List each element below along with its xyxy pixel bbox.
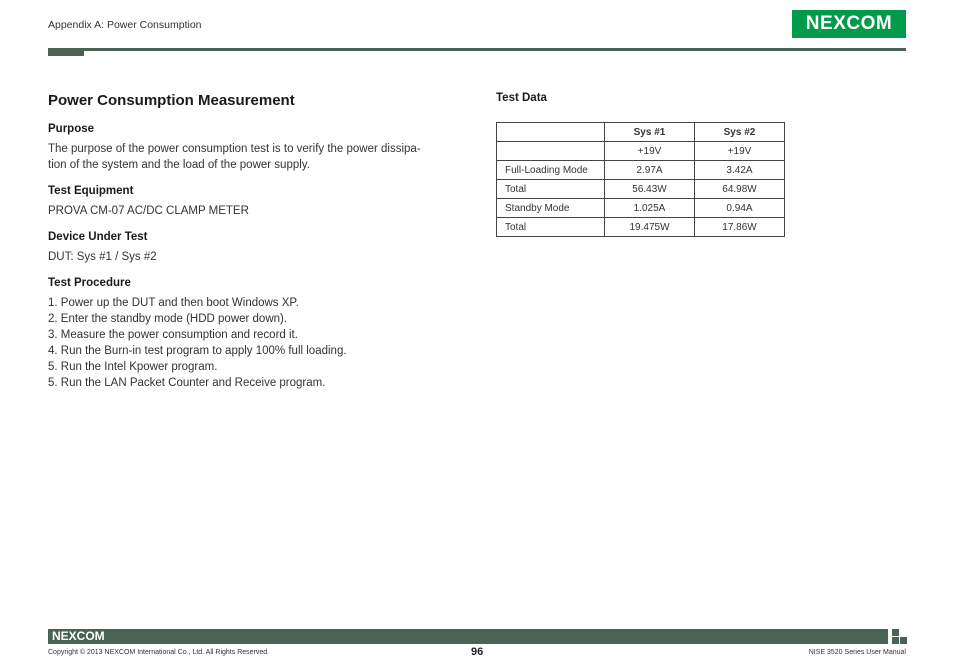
table-header-cell: Sys #1 bbox=[605, 123, 695, 142]
purpose-line-1: The purpose of the power consumption test is to verify the power dissipa- bbox=[48, 143, 421, 155]
list-item: 3. Measure the power consumption and record it. bbox=[48, 329, 298, 341]
table-row bbox=[497, 142, 785, 161]
table-cell: 56.43W bbox=[605, 180, 695, 199]
table-cell: Total bbox=[497, 180, 605, 199]
table-row bbox=[497, 161, 785, 180]
dut-heading: Device Under Test bbox=[48, 231, 148, 243]
table-cell: 19.475W bbox=[605, 218, 695, 237]
footer-squares-icon bbox=[892, 629, 908, 645]
table-cell: 2.97A bbox=[605, 161, 695, 180]
table-header-cell bbox=[497, 123, 605, 142]
table-row bbox=[497, 218, 785, 237]
page-title: Power Consumption Measurement bbox=[48, 92, 295, 109]
content-left bbox=[48, 92, 458, 391]
table-row bbox=[497, 199, 785, 218]
page-number: 96 bbox=[471, 646, 484, 658]
equipment-heading: Test Equipment bbox=[48, 185, 134, 197]
copyright: Copyright © 2013 NEXCOM International Co., Ltd. All Rights Reserved. bbox=[48, 649, 270, 656]
table-header-cell: Sys #2 bbox=[695, 123, 785, 142]
content-right bbox=[496, 92, 786, 237]
footer-logo: NEXCOM bbox=[52, 629, 105, 643]
footer-bar bbox=[48, 629, 888, 644]
purpose-heading: Purpose bbox=[48, 123, 95, 135]
table-row bbox=[497, 180, 785, 199]
test-data-heading: Test Data bbox=[496, 92, 547, 104]
list-item: 2. Enter the standby mode (HDD power down). bbox=[48, 313, 288, 325]
list-item: 5. Run the LAN Packet Counter and Receive program. bbox=[48, 377, 326, 389]
table-cell: +19V bbox=[605, 142, 695, 161]
list-item: 4. Run the Burn-in test program to apply 100% full loading. bbox=[48, 345, 347, 357]
header-tab bbox=[48, 48, 84, 56]
header-rule bbox=[48, 48, 906, 51]
table-cell bbox=[497, 142, 605, 161]
table-cell: Full-Loading Mode bbox=[497, 161, 605, 180]
nexcom-logo: NEXCOM bbox=[792, 10, 906, 38]
dut-text: DUT: Sys #1 / Sys #2 bbox=[48, 251, 157, 263]
table-cell: 1.025A bbox=[605, 199, 695, 218]
purpose-line-2: tion of the system and the load of the power supply. bbox=[48, 159, 310, 171]
table-header-row bbox=[497, 123, 785, 142]
header-title: Appendix A: Power Consumption bbox=[48, 19, 202, 31]
purpose-text bbox=[48, 141, 458, 173]
list-item: 1. Power up the DUT and then boot Windows XP. bbox=[48, 297, 299, 309]
table-cell: 0.94A bbox=[695, 199, 785, 218]
list-item: 5. Run the Intel Kpower program. bbox=[48, 361, 218, 373]
table-cell: Standby Mode bbox=[497, 199, 605, 218]
table-cell: 17.86W bbox=[695, 218, 785, 237]
manual-title: NISE 3520 Series User Manual bbox=[808, 649, 906, 656]
test-data-table bbox=[496, 122, 785, 237]
table-cell: Total bbox=[497, 218, 605, 237]
procedure-list bbox=[48, 295, 458, 391]
table-cell: 64.98W bbox=[695, 180, 785, 199]
equipment-text: PROVA CM-07 AC/DC CLAMP METER bbox=[48, 205, 249, 217]
table-cell: +19V bbox=[695, 142, 785, 161]
procedure-heading: Test Procedure bbox=[48, 277, 131, 289]
table-cell: 3.42A bbox=[695, 161, 785, 180]
